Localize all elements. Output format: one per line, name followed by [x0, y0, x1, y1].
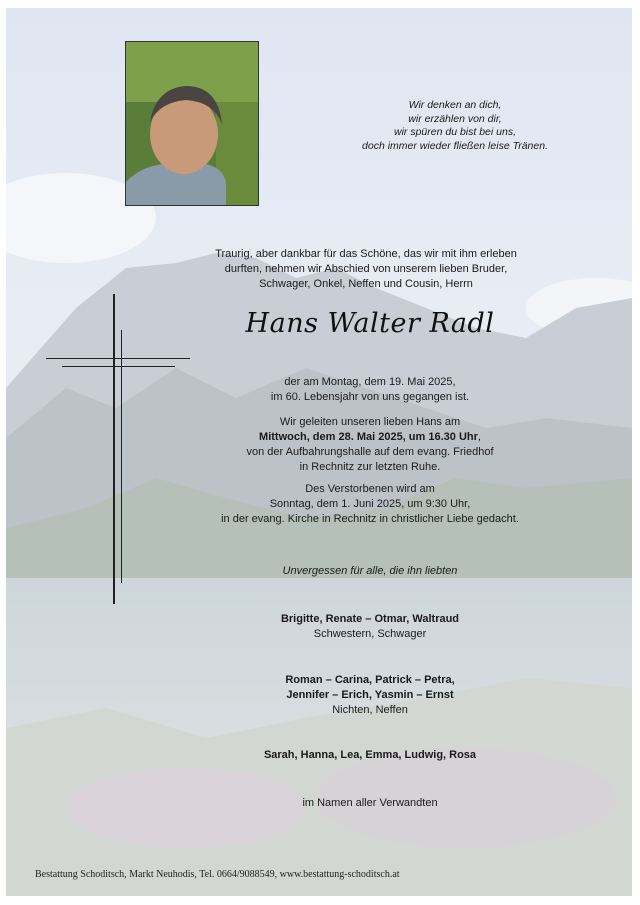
mass-line: Des Verstorbenen wird am	[305, 483, 435, 495]
death-notice	[190, 375, 550, 405]
funeral-line: Wir geleiten unseren lieben Hans am	[279, 416, 461, 428]
poem-line: wir erzählen von dir,	[408, 112, 502, 125]
poem-line: Wir denken an dich,	[408, 99, 502, 111]
intro-line: Traurig, aber dankbar für das Schöne, das wir mit ihm erleben	[215, 248, 517, 260]
funeral-line: von der Aufbahrungshalle auf dem evang. Friedhof	[246, 446, 494, 458]
deceased-name: Hans Walter Radl	[245, 308, 495, 339]
intro-line: Schwager, Onkel, Neffen und Cousin, Herrn	[259, 278, 473, 290]
siblings-group	[190, 612, 550, 642]
nieces-nephews-group	[190, 673, 550, 718]
intro-line: durften, nehmen wir Abschied von unserem lieben Bruder,	[224, 263, 508, 275]
nieces-names: Roman – Carina, Patrick – Petra,	[285, 674, 455, 686]
mass-line: Sonntag, dem 1. Juni 2025, um 9:30 Uhr,	[269, 498, 471, 510]
funeral-notice	[190, 415, 550, 475]
siblings-role: Schwestern, Schwager	[313, 628, 427, 640]
siblings-names: Brigitte, Renate – Otmar, Waltraud	[280, 613, 460, 625]
children-group	[190, 748, 550, 763]
poem-line: doch immer wieder fließen leise Tränen.	[362, 139, 548, 152]
death-line: der am Montag, dem 19. Mai 2025,	[284, 376, 456, 388]
unforgotten-text: Unvergessen für alle, die ihn liebten	[282, 565, 458, 577]
funeral-line: in Rechnitz zur letzten Ruhe.	[299, 461, 441, 473]
poem-line: wir spüren du bist bei uns,	[394, 126, 516, 138]
mass-notice	[190, 482, 550, 527]
nieces-names: Jennifer – Erich, Yasmin – Ernst	[286, 689, 454, 701]
poem	[330, 99, 580, 153]
cross-icon	[113, 294, 115, 604]
funeral-home-footer: Bestattung Schoditsch, Markt Neuhodis, Tel. 0664/9088549, www.bestattung-schoditsch.at	[35, 869, 400, 880]
cross-bar	[46, 358, 190, 359]
funeral-date: Mittwoch, dem 28. Mai 2025, um 16.30 Uhr	[259, 431, 478, 443]
intro-text	[170, 247, 562, 292]
funeral-date-comma: ,	[477, 431, 481, 443]
cross-inner-line	[121, 330, 122, 583]
cross-inner-bar	[62, 366, 175, 367]
nieces-role: Nichten, Neffen	[332, 704, 408, 716]
portrait-photo	[125, 41, 259, 206]
closing-text: im Namen aller Verwandten	[302, 797, 438, 809]
mass-line: in der evang. Kirche in Rechnitz in christlicher Liebe gedacht.	[221, 513, 519, 525]
children-names: Sarah, Hanna, Lea, Emma, Ludwig, Rosa	[263, 749, 477, 761]
death-line: im 60. Lebensjahr von uns gegangen ist.	[270, 391, 470, 403]
